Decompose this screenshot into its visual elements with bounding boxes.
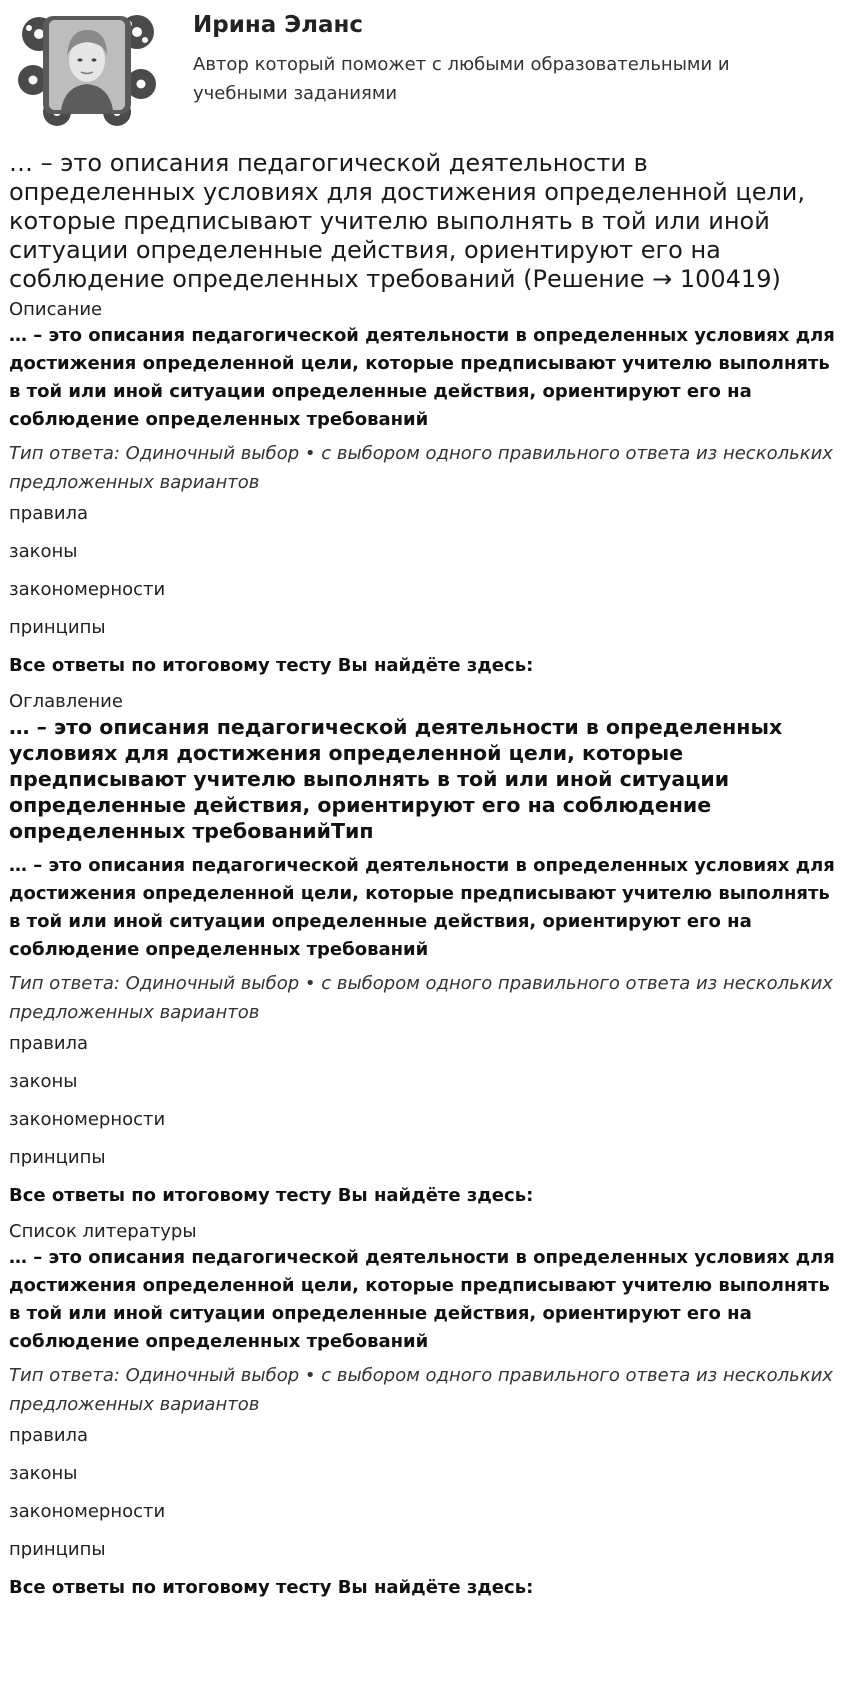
question-text: … – это описания педагогической деятельности в определенных условиях для достижения определенной цели, которые предписывают учителю выполнять в той или иной ситуации определенные действия, ориентируют его на соблюдение определенных требований <box>9 1247 835 1352</box>
option-item: принципы <box>9 617 106 638</box>
question-text: … – это описания педагогической деятельности в определенных условиях для достижения определенной цели, которые предписывают учителю выполнять в той или иной ситуации определенные действия, ориентируют его на соблюдение определенных требований <box>9 855 835 960</box>
option-item: законы <box>9 1071 78 1092</box>
option-item: закономерности <box>9 1109 166 1130</box>
author-description: Автор который поможет с любыми образовательными и учебными заданиями <box>193 54 730 104</box>
all-answers-link-text: Все ответы по итоговому тесту Вы найдёте здесь: <box>9 1577 534 1598</box>
answer-type: Тип ответа: Одиночный выбор • с выбором одного правильного ответа из нескольких предложенных вариантов <box>9 443 833 493</box>
option-item: принципы <box>9 1539 106 1560</box>
references-section <box>9 1220 838 1600</box>
description-section <box>9 298 838 678</box>
option-item: законы <box>9 541 78 562</box>
all-answers-link-text: Все ответы по итоговому тесту Вы найдёте здесь: <box>9 1185 534 1206</box>
all-answers-link-text: Все ответы по итоговому тесту Вы найдёте здесь: <box>9 655 534 676</box>
option-item: законы <box>9 1463 78 1484</box>
section-label-contents: Оглавление <box>9 691 123 712</box>
section-label-description: Описание <box>9 299 103 320</box>
section-label-references: Список литературы <box>9 1221 197 1242</box>
option-item: закономерности <box>9 1501 166 1522</box>
question-text: … – это описания педагогической деятельности в определенных условиях для достижения определенной цели, которые предписывают учителю выполнять в той или иной ситуации определенные действия, ориентируют его на соблюдение определенных требований <box>9 325 835 430</box>
option-item: правила <box>9 503 89 524</box>
option-item: закономерности <box>9 579 166 600</box>
answer-type: Тип ответа: Одиночный выбор • с выбором одного правильного ответа из нескольких предложенных вариантов <box>9 1365 833 1415</box>
page-title: … – это описания педагогической деятельности в определенных условиях для достижения определенной цели, которые предписывают учителю выполнять в той или иной ситуации определенные действия, ориентируют его на соблюдение определенных требований (Решение → 100419) <box>9 149 806 293</box>
option-item: правила <box>9 1033 89 1054</box>
author-header <box>9 0 838 130</box>
answer-type: Тип ответа: Одиночный выбор • с выбором одного правильного ответа из нескольких предложенных вариантов <box>9 973 833 1023</box>
author-name[interactable]: Ирина Эланс <box>193 12 364 38</box>
option-item: правила <box>9 1425 89 1446</box>
author-avatar[interactable] <box>17 8 157 126</box>
option-item: принципы <box>9 1147 106 1168</box>
contents-section <box>9 690 838 1208</box>
contents-heading: … – это описания педагогической деятельности в определенных условиях для достижения определенной цели, которые предписывают учителю выполнять в той или иной ситуации определенные действия, ориентируют его на соблюдение определенных требованийТип <box>9 715 783 843</box>
author-info <box>193 10 813 108</box>
